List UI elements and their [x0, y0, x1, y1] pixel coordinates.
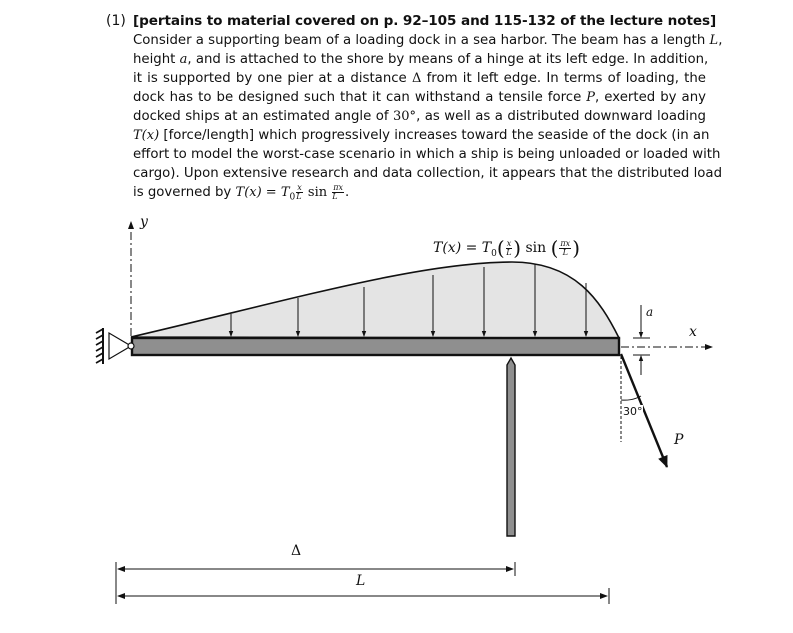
math-symbol: P — [586, 90, 596, 105]
math-symbol: T(x) — [133, 128, 160, 143]
math-symbol: L — [709, 33, 719, 48]
statement-text: from it left edge. In terms of loading, the — [421, 71, 706, 86]
length-label: L — [356, 573, 366, 589]
statement-text: effort to model the worst-case scenario in which a ship is being unloaded or loaded with — [133, 147, 721, 162]
height-label: a — [646, 305, 654, 319]
pier — [507, 358, 515, 536]
math-fraction: $\frac{x}{L}$ — [296, 182, 302, 201]
pier-distance-dimension — [116, 562, 515, 604]
math-symbol: Δ — [411, 71, 422, 86]
statement-text: dock has to be designed such that it can withstand a tensile force — [133, 90, 587, 105]
y-axis-label: y — [140, 214, 148, 230]
statement-text: Consider a supporting beam of a loading dock in a sea harbor. The beam has a length — [133, 33, 710, 48]
statement-text: height — [133, 52, 180, 67]
statement-text: , — [718, 33, 723, 48]
x-axis-label: x — [689, 324, 697, 340]
statement-text: . — [345, 185, 350, 200]
statement-text: , as well as a distributed downward loading — [416, 109, 706, 124]
math-symbol: T(x) = T — [235, 185, 290, 200]
math-symbol: 0 — [289, 192, 296, 203]
problem-number: (1) — [106, 13, 126, 29]
math-symbol: 30° — [393, 109, 417, 124]
angle-label: 30° — [623, 405, 643, 418]
math-fraction: $\frac{\pi x}{L}$ — [332, 182, 344, 201]
hinge-support — [96, 328, 134, 364]
length-dimension — [118, 588, 609, 604]
problem-heading: [pertains to material covered on p. 92–105 and 115-132 of the lecture notes] — [133, 13, 717, 29]
statement-text: is governed by — [133, 185, 236, 200]
force-label: P — [674, 432, 684, 448]
statement-text: cargo). Upon extensive research and data collection, it appears that the distributed load — [133, 166, 723, 181]
pier-distance-label: Δ — [291, 543, 302, 559]
statement-text: it is supported by one pier at a distance — [133, 71, 412, 86]
math-symbol: a — [179, 52, 188, 67]
statement-text: [force/length] which progressively increases toward the seaside of the dock (in an — [159, 128, 710, 143]
math-symbol: sin — [303, 185, 332, 200]
statement-text: , and is attached to the shore by means of a hinge at its left edge. In addition, — [187, 52, 709, 67]
load-formula-label: $T(x) = T_0$( $\frac{x}{L}$ ) sin ( $\frac{\pi x}{L}$ ) — [433, 236, 581, 260]
statement-text: docked ships at an estimated angle of — [133, 109, 394, 124]
statement-text: , exerted by any — [595, 90, 706, 105]
distributed-load-area — [131, 262, 619, 338]
beam — [132, 338, 619, 355]
